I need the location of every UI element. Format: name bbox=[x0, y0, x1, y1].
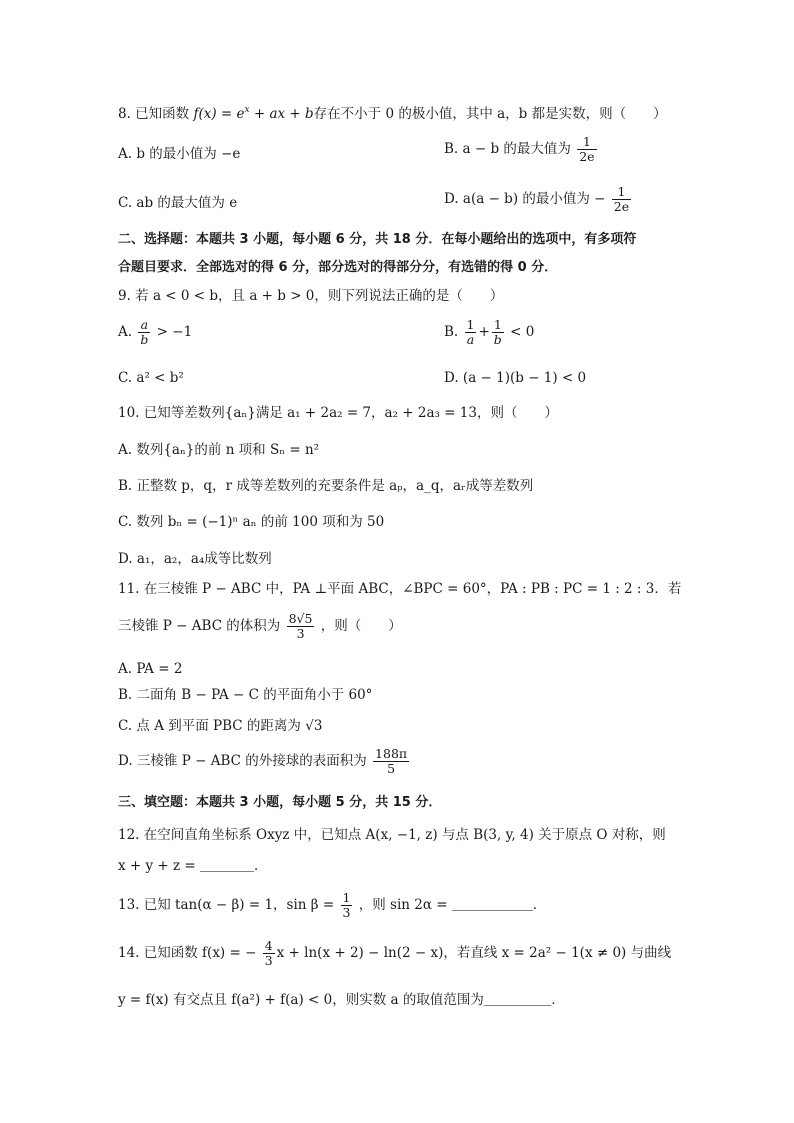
q12-line2: x + y + z = ＿＿＿＿． bbox=[118, 858, 268, 874]
q9-b-den2: b bbox=[493, 332, 502, 347]
q9-a-pre: A. bbox=[118, 324, 133, 340]
q8-b-den: 2e bbox=[579, 149, 595, 164]
q11-stem-line2 bbox=[118, 612, 402, 641]
q9-b-pre: B. bbox=[444, 324, 459, 340]
q9-b-den1: a bbox=[466, 332, 475, 347]
q14-pre: 14. 已知函数 f(x) = − bbox=[118, 945, 257, 961]
q9-b-num1: 1 bbox=[466, 317, 475, 332]
q8-b-fraction bbox=[577, 135, 596, 164]
q14-line1 bbox=[118, 939, 671, 968]
q14-post: x + ln(x + 2) − ln(2 − x)，若直线 x = 2a² − 1(x ≠ 0) 与曲线 bbox=[276, 945, 672, 961]
q9-b-post: < 0 bbox=[510, 324, 535, 340]
q11-option-b: B. 二面角 B − PA − C 的平面角小于 60° bbox=[118, 687, 373, 703]
q14-num: 4 bbox=[264, 938, 273, 953]
q10-option-d: D. a₁，a₂，a₄成等比数列 bbox=[118, 551, 272, 567]
q11-option-c: C. 点 A 到平面 PBC 的距离为 √3 bbox=[118, 718, 323, 734]
q11-stem-line1: 11. 在三棱锥 P − ABC 中，PA ⊥平面 ABC，∠BPC = 60°，PA : PB : PC = 1 : 2 : 3．若 bbox=[118, 581, 682, 597]
q10-stem: 10. 已知等差数列{aₙ}满足 a₁ + 2a₂ = 7，a₂ + 2a₃ = 13，则（ ） bbox=[118, 405, 558, 421]
q9-b-fraction1 bbox=[465, 318, 477, 347]
q8-option-d bbox=[444, 185, 633, 214]
q8-d-den: 2e bbox=[613, 199, 630, 214]
q9-b-fraction2 bbox=[492, 318, 504, 347]
q11-option-a: A. PA = 2 bbox=[118, 661, 183, 677]
q8-d-pre: D. a(a − b) 的最小值为 − bbox=[444, 191, 606, 207]
q14-fraction bbox=[263, 939, 275, 968]
q10-option-a: A. 数列{aₙ}的前 n 项和 Sₙ = n² bbox=[118, 442, 320, 458]
q11-d-fraction bbox=[373, 747, 409, 776]
q9-option-c: C. a² < b² bbox=[118, 370, 184, 386]
q9-option-a bbox=[118, 318, 192, 347]
q8-option-c: C. ab 的最大值为 e bbox=[118, 195, 238, 211]
q13-num: 1 bbox=[342, 890, 351, 905]
q14-den: 3 bbox=[264, 953, 273, 968]
q10-option-b: B. 正整数 p，q，r 成等差数列的充要条件是 aₚ，a_q，aᵣ成等差数列 bbox=[118, 478, 534, 494]
q9-a-fraction bbox=[138, 318, 150, 347]
q8-option-a: A. b 的最小值为 −e bbox=[118, 146, 241, 162]
q8-exp-x: x bbox=[244, 105, 250, 115]
q8-stem-pre: 8. 已知函数 bbox=[118, 106, 190, 122]
q13-line bbox=[118, 891, 546, 920]
q11-d-pre: D. 三棱锥 P − ABC 的外接球的表面积为 bbox=[118, 753, 367, 769]
q13-den: 3 bbox=[342, 905, 351, 920]
q8-option-b bbox=[444, 135, 599, 164]
q11-option-d bbox=[118, 747, 411, 776]
q11-d-num: 188π bbox=[375, 746, 408, 761]
q9-b-num2: 1 bbox=[492, 318, 504, 333]
q9-stem: 9. 若 a < 0 < b，且 a + b > 0，则下列说法正确的是（ ） bbox=[118, 288, 504, 304]
q8-b-num: 1 bbox=[577, 135, 596, 150]
q11-volume-den: 3 bbox=[296, 626, 305, 641]
q11-volume-num: 8√5 bbox=[288, 611, 313, 626]
q11-stem2-pre: 三棱锥 P − ABC 的体积为 bbox=[118, 618, 281, 634]
q9-a-post: > −1 bbox=[156, 324, 193, 340]
q12-line1: 12. 在空间直角坐标系 Oxyz 中，已知点 A(x, −1, z) 与点 B(3, y, 4) 关于原点 O 对称，则 bbox=[118, 827, 666, 843]
q9-a-num: a bbox=[138, 318, 150, 333]
section3-heading: 三、填空题：本题共 3 小题，每小题 5 分，共 15 分． bbox=[118, 795, 442, 810]
q8-d-fraction bbox=[612, 185, 631, 214]
section2-line2: 合题目要求．全部选对的得 6 分，部分选对的得部分分，有选错的得 0 分． bbox=[118, 260, 558, 275]
q10-option-c: C. 数列 bₙ = (−1)ⁿ aₙ 的前 100 项和为 50 bbox=[118, 514, 385, 530]
q13-pre: 13. 已知 tan(α − β) = 1，sin β = bbox=[118, 897, 335, 913]
q8-stem bbox=[118, 101, 667, 123]
q8-stem-expr: f(x) = e bbox=[193, 106, 245, 122]
section2-line1: 二、选择题：本题共 3 小题，每小题 6 分，共 18 分．在每小题给出的选项中，有多项符 bbox=[118, 232, 637, 247]
q14-line2: y = f(x) 有交点且 f(a²) + f(a) < 0，则实数 a 的取值范围为＿＿＿＿＿． bbox=[118, 992, 565, 1008]
q8-d-num: 1 bbox=[612, 185, 631, 200]
q11-d-den: 5 bbox=[387, 761, 396, 776]
q8-b-pre: B. a − b 的最大值为 bbox=[444, 141, 571, 157]
q9-option-b: B. $\frac{1}{a}$ + $\frac{1}{b}$ < 0 bbox=[444, 317, 535, 347]
q9-a-den: b bbox=[140, 332, 149, 347]
q9-option-d: D. (a − 1)(b − 1) < 0 bbox=[444, 370, 587, 386]
q11-volume-fraction bbox=[287, 612, 315, 641]
q13-post: ，则 sin 2α = ＿＿＿＿＿＿． bbox=[358, 897, 547, 913]
q13-fraction bbox=[341, 891, 353, 920]
q8-stem-post: 存在不小于 0 的极小值，其中 a，b 都是实数，则（ ） bbox=[313, 106, 667, 122]
q11-stem2-post: ，则（ ） bbox=[320, 618, 402, 634]
q8-stem-mid: + ax + b bbox=[249, 106, 314, 122]
